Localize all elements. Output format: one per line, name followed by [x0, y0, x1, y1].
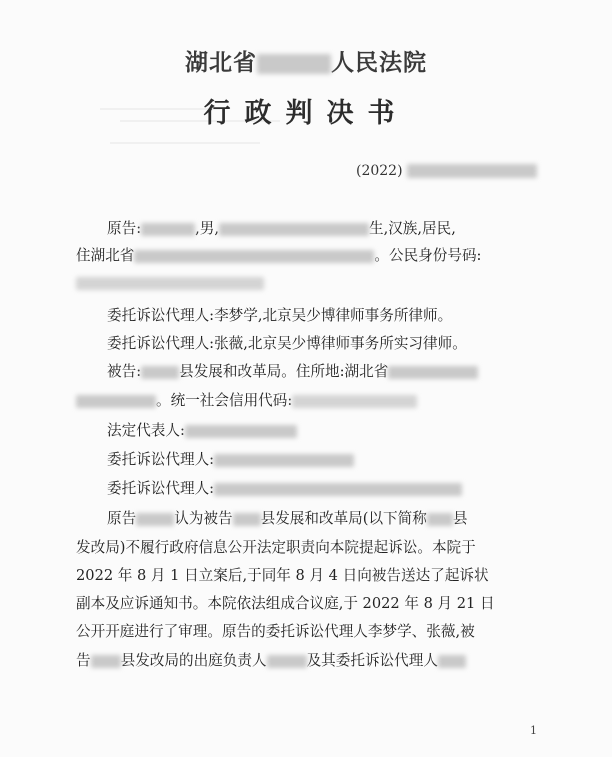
text-line — [76, 651, 466, 671]
paragraph-text: 告 — [76, 652, 91, 669]
text-line: 副本及应诉通知书。本院依法组成合议庭,于 2022 年 8 月 21 日 — [76, 595, 495, 612]
paragraph-text: 原告 — [107, 510, 137, 527]
court-name-prefix: 湖北省 — [185, 50, 257, 76]
document-title: 行政判决书 — [203, 98, 409, 129]
redacted-region — [136, 513, 174, 526]
redacted-region — [267, 655, 307, 668]
redacted-region — [141, 223, 195, 236]
text-line: 委托诉讼代理人:张薇,北京吴少博律师事务所实习律师。 — [107, 335, 467, 352]
case-number-year: (2022) — [356, 163, 403, 179]
defendant-label: 被告: — [107, 363, 142, 380]
text-line — [107, 421, 297, 441]
scan-ghost-mark — [110, 142, 260, 144]
redacted-region — [141, 366, 179, 379]
agent-label: 委托诉讼代理人: — [107, 480, 215, 497]
plaintiff-address-label: 住湖北省 — [76, 247, 135, 264]
paragraph-text: 及其委托诉讼代理人 — [306, 652, 438, 669]
plaintiff-label: 原告: — [107, 220, 142, 237]
plaintiff-info: 生,汉族,居民, — [368, 220, 456, 237]
plaintiff-gender: ,男, — [195, 220, 219, 237]
redacted-region — [292, 395, 417, 408]
text-line — [107, 509, 467, 529]
redacted-region — [91, 655, 121, 668]
text-line — [76, 391, 417, 411]
credit-code-label: 。统一社会信用代码: — [156, 392, 293, 409]
paragraph-text: 县发展和改革局(以下简称 — [260, 510, 427, 527]
legal-rep-label: 法定代表人: — [107, 422, 185, 439]
redacted-region — [134, 250, 374, 263]
text-line: 公开开庭进行了审理。原告的委托诉讼代理人李梦学、张薇,被 — [76, 623, 475, 640]
redacted-region — [185, 425, 297, 438]
text-line — [76, 246, 481, 266]
redacted-region — [233, 513, 261, 526]
redacted-region — [438, 655, 466, 668]
plaintiff-id-label: 。公民身份号码: — [374, 247, 482, 264]
defendant-info: 县发展和改革局。住所地:湖北省 — [179, 363, 389, 380]
agent-label: 委托诉讼代理人: — [107, 451, 215, 468]
text-line: 2022 年 8 月 1 日立案后,于同年 8 月 4 日向被告送达了起诉状 — [76, 567, 489, 584]
redacted-region — [76, 277, 264, 290]
paragraph-text: 县发改局的出庭负责人 — [120, 652, 267, 669]
text-line — [107, 479, 462, 499]
paragraph-text: 认为被告 — [174, 510, 233, 527]
redacted-region — [219, 223, 369, 236]
court-name-suffix: 人民法院 — [331, 50, 427, 76]
text-line — [107, 219, 456, 239]
text-line — [76, 273, 264, 293]
redacted-region — [76, 395, 156, 408]
redacted-region — [214, 483, 462, 496]
redacted-region — [388, 366, 478, 379]
redacted-region — [214, 454, 354, 467]
redacted-region — [427, 513, 453, 526]
redacted-region — [257, 54, 331, 74]
case-number — [356, 163, 537, 179]
redacted-region — [407, 164, 537, 178]
text-line: 发改局)不履行政府信息公开法定职责向本院提起诉讼。本院于 — [76, 539, 476, 556]
court-name — [0, 44, 612, 77]
text-line — [107, 362, 478, 382]
page-number: 1 — [530, 724, 537, 737]
paragraph-text: 县 — [452, 510, 468, 527]
text-line — [107, 450, 354, 470]
text-line: 委托诉讼代理人:李梦学,北京吴少博律师事务所律师。 — [107, 307, 453, 324]
